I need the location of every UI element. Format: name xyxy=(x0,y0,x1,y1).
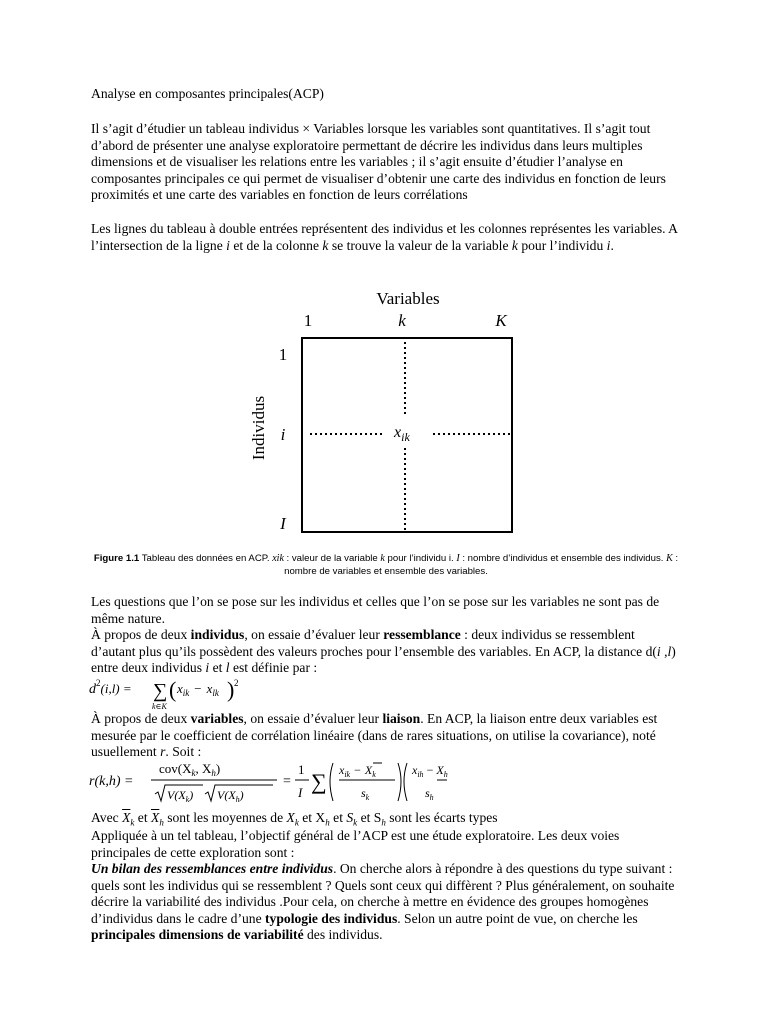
svg-text:V(Xh): $V(X_h)$ xyxy=(217,788,244,804)
document-title: Analyse en composantes principales(ACP) xyxy=(91,86,324,101)
svg-text:xik−xlk: $x_{ik} - x_{lk}$ xyxy=(177,681,219,698)
svg-text:∑: ∑ xyxy=(311,769,327,794)
row-label-1: 1 xyxy=(278,345,288,364)
column-label-K: K xyxy=(495,311,507,330)
row-label-i: i xyxy=(280,425,286,444)
svg-text:(: ( xyxy=(169,677,177,702)
avec-line: Avec $\overline{X}_k$ et $\overline{X}_h$ sont les moyennes de $X_k$ et $X_h$ et $S_k$ et $S_h$ sont les écarts types xyxy=(91,810,498,828)
svg-text:k∈K: k∈K xyxy=(152,702,167,711)
variables-axis-label: Variables xyxy=(376,289,440,308)
column-label-k: k xyxy=(398,311,406,330)
svg-text:r(k,h) =: r(k,h) = xyxy=(89,774,134,789)
svg-text:cov(Xk, Xh): $cov(X_k$, $X_h$) xyxy=(159,761,221,778)
svg-text:xih−Xh: $x_{ih} - X_h$ xyxy=(412,763,448,779)
distance-formula xyxy=(89,676,259,712)
svg-text:V(Xk): $V(X_k)$ xyxy=(167,788,194,804)
table-description-paragraph: Les lignes du tableau à double entrées représentent des individus et les colonnes représentes les variables. A l’intersection de la ligne i et de la colonne k se trouve la valeur de la variable k pour l’individu i. xyxy=(91,221,678,253)
variables-paragraph: À propos de deux variables, on essaie d’évaluer leur liaison. En ACP, la liaison entre deux variables est mesurée par le coefficient de corrélation linéaire (dans de rares situations, on utilise la covariance), noté usuellement r. Soit : xyxy=(91,711,658,760)
bilan-paragraph: Un bilan des ressemblances entre individus. On cherche alors à répondre à des questions du type suivant : quels sont les individus qui se ressemblent ? Quels sont ceux qui diffèrent ? Plus généralement, on souhaite décrire la variabilité des individus .Pour cela, on cherche à mettre en évidence des groupes homogènes d’individus dans le cadre d’une typologie des individus. Selon un autre point de vue, on cherche les principales dimensions de variabilité des individus. xyxy=(91,861,675,943)
svg-text:=: = xyxy=(283,774,291,789)
svg-text:2: 2 xyxy=(234,678,239,688)
svg-text:I: I xyxy=(298,785,303,800)
individus-paragraph: À propos de deux individus, on essaie d’évaluer leur ressemblance : deux individus se ressemblent d’autant plus qu’ils possèdent des valeurs proches pour l’ensemble des variables. En ACP, la distance d(i ,l) entre deux individus i et l est définie par : xyxy=(91,627,676,676)
svg-text:): ) xyxy=(227,677,235,702)
column-label-1: 1 xyxy=(303,311,313,330)
cell-value-xik: $x_{ik}$ xyxy=(394,424,410,444)
row-label-I: I xyxy=(280,514,286,533)
svg-text:xik−Xk: $x_{ik} - X_k$ xyxy=(339,763,376,779)
svg-text:1: 1 xyxy=(298,762,305,777)
svg-text:sk: $s_k$ xyxy=(361,786,370,802)
correlation-formula xyxy=(89,757,449,807)
data-table-figure xyxy=(230,280,550,540)
questions-paragraph: Les questions que l’on se pose sur les individus et celles que l’on se pose sur les variables ne sont pas de même nature. xyxy=(91,594,660,626)
svg-text:sh: $s_h$ xyxy=(425,786,434,802)
appliquee-paragraph: Appliquée à un tel tableau, l’objectif général de l’ACP est une étude exploratoire. Les deux voies principales de cette exploration sont : xyxy=(91,828,620,860)
figure-caption: Figure 1.1 Tableau des données en ACP. xik : valeur de la variable k pour l’individu i. I : nombre d’individus et ensemble des individus. K : nombre de variables et ensemble des variables. xyxy=(93,553,679,577)
svg-text:d2(i,l) =: $d^2(i,l)$ = xyxy=(89,678,132,697)
svg-text:∑: ∑ xyxy=(153,680,168,702)
individus-axis-label: Individus xyxy=(249,395,268,461)
intro-paragraph: Il s’agit d’étudier un tableau individus × Variables lorsque les variables sont quantitatives. Il s’agit tout d’abord de présenter une analyse exploratoire permettant de décrire les individus dans leurs multiples dimensions et de visualiser les relations entre les variables ; il s’agit ensuite d’étudier l’analyse en composantes principales ce qui permet de visualiser d’obtenir une carte des individus en fonction de leurs proximités et une carte des variables en fonction de leurs corrélations xyxy=(91,121,666,203)
